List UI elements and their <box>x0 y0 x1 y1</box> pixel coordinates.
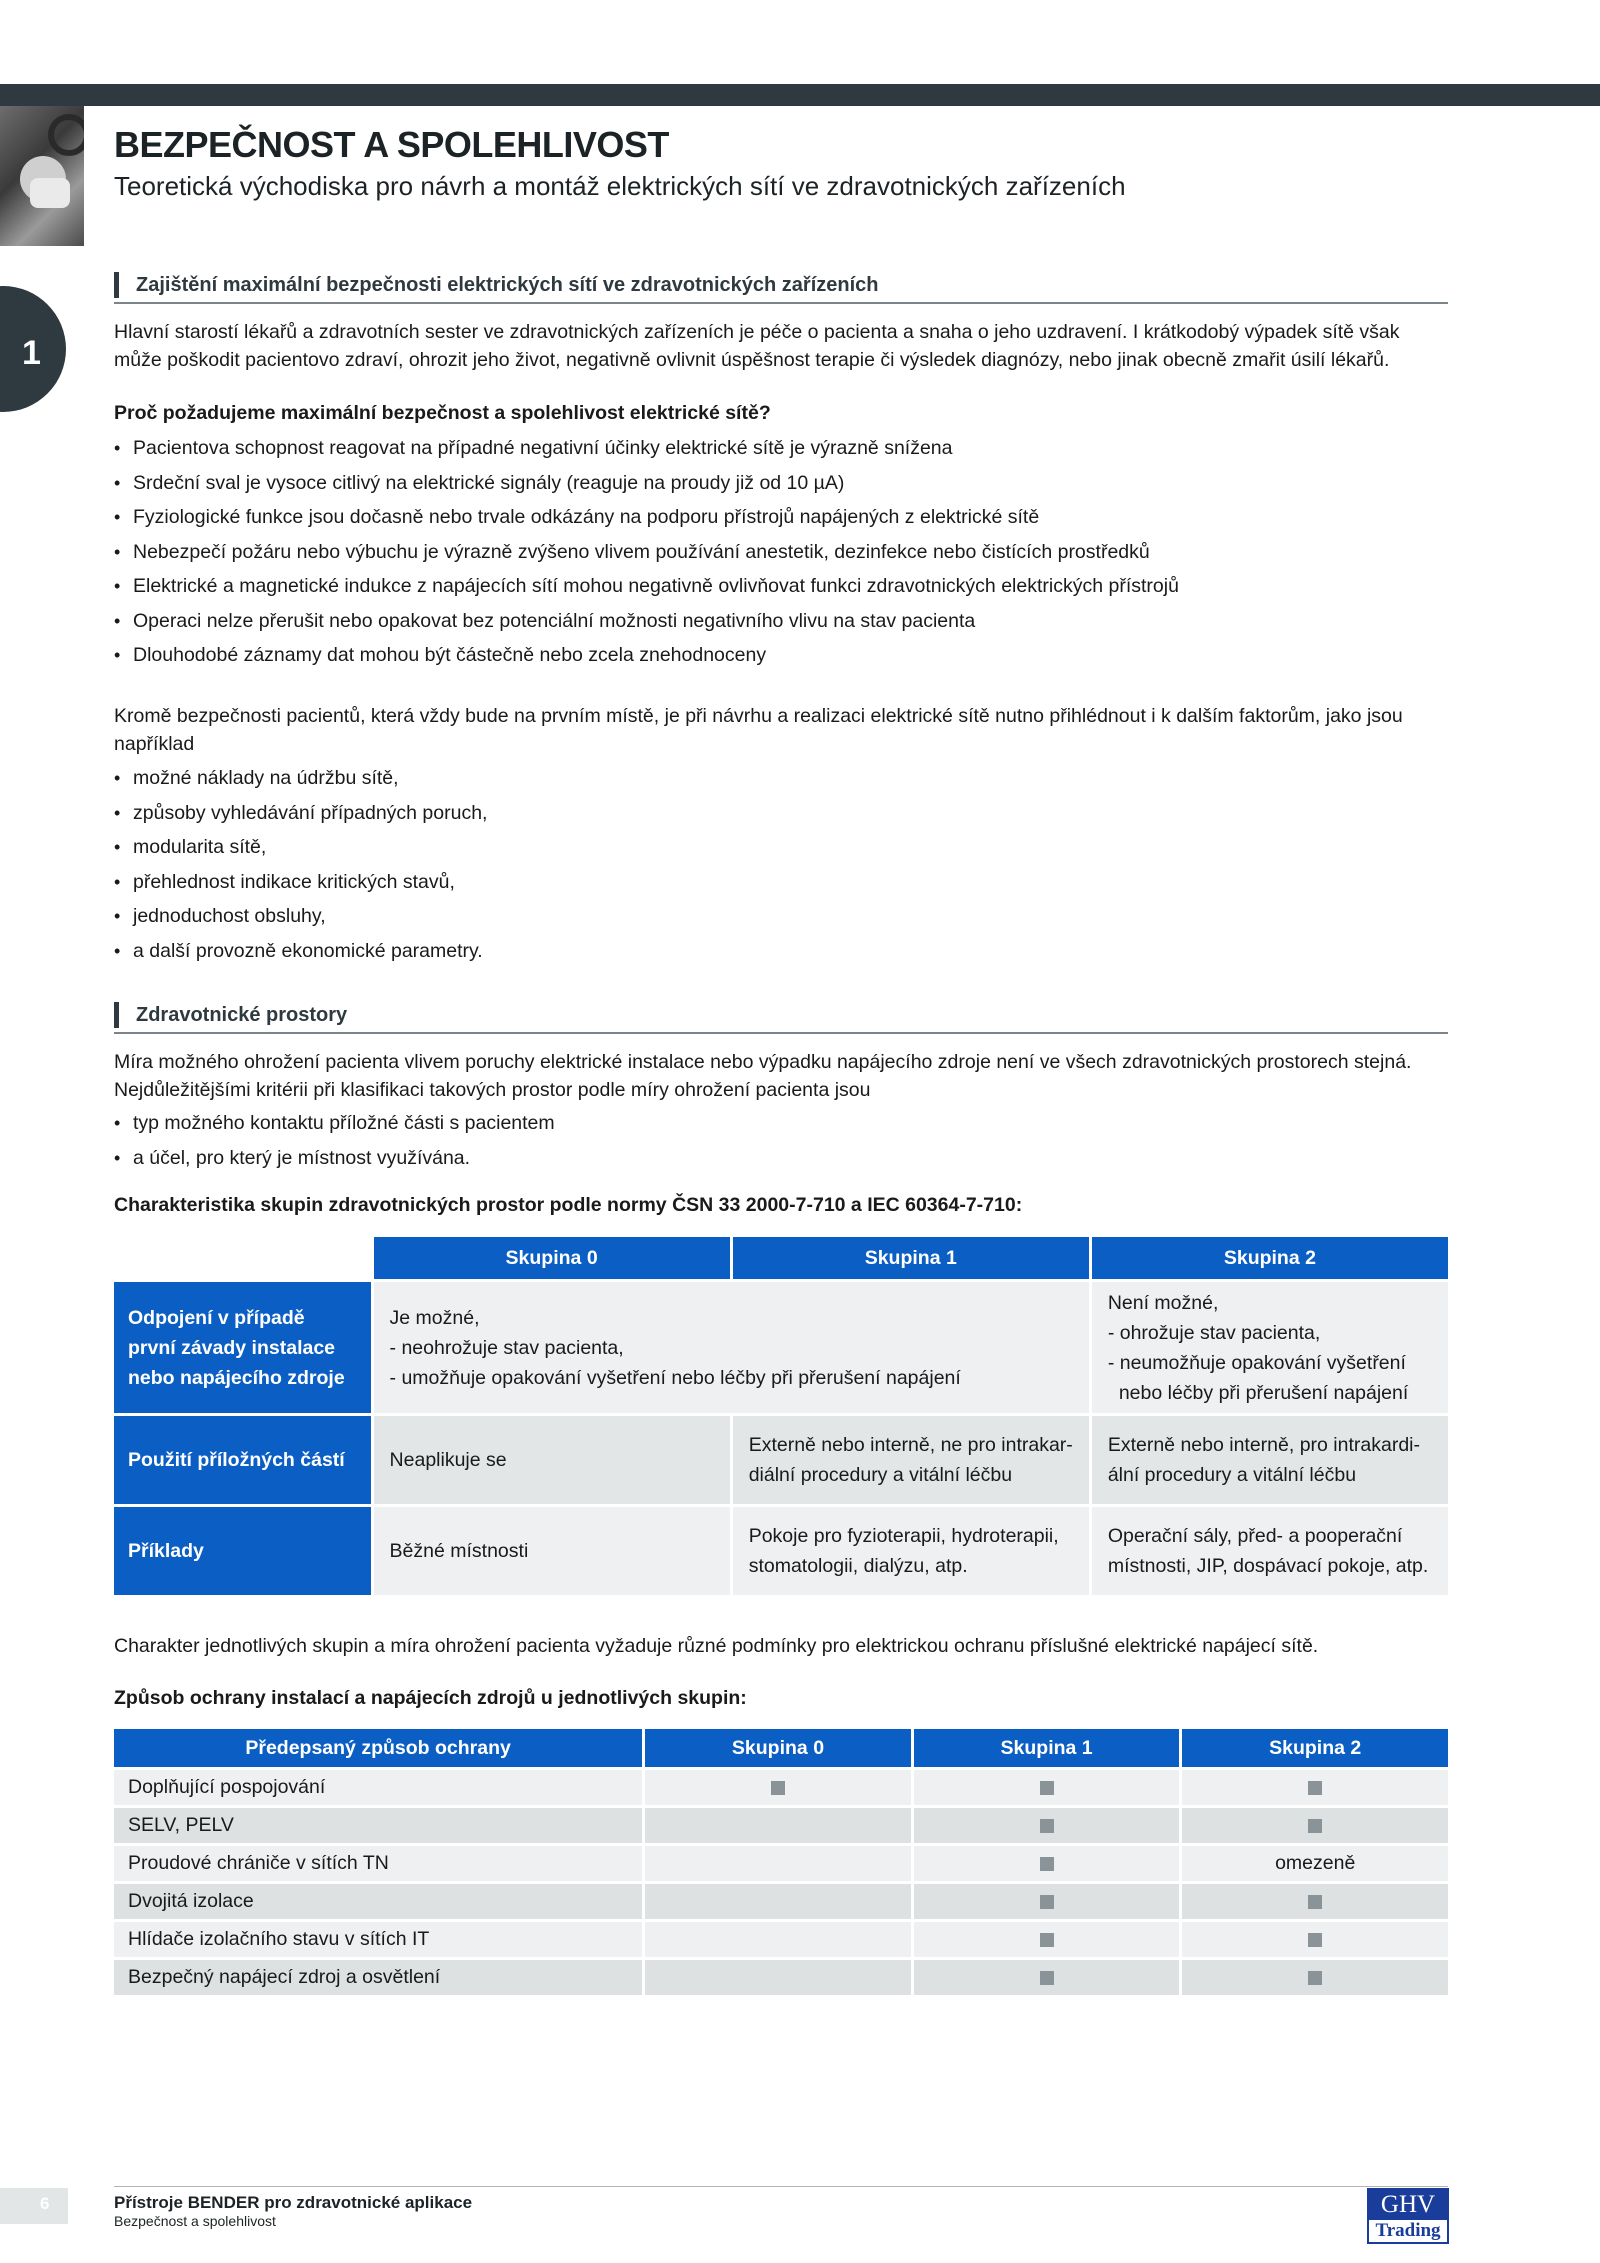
checkmark-square-icon <box>1040 1971 1054 1985</box>
factors-list <box>114 764 1448 971</box>
group-cell <box>645 1922 911 1957</box>
footer-divider <box>114 2186 1448 2187</box>
protection-label: Dvojitá izolace <box>114 1884 642 1919</box>
reasons-list <box>114 434 1448 676</box>
section-marker <box>114 272 119 298</box>
protection-table-body <box>114 1770 1448 1995</box>
checkmark-square-icon <box>1040 1781 1054 1795</box>
section-heading-safety <box>114 272 1448 304</box>
list-item: • modularita sítě, <box>114 833 1448 868</box>
logo-bottom: Trading <box>1375 2220 1441 2241</box>
group-cell <box>914 1770 1180 1805</box>
checkmark-square-icon <box>1040 1933 1054 1947</box>
protection-label: Doplňující pospojování <box>114 1770 642 1805</box>
table-header: Skupina 0 <box>645 1729 911 1767</box>
group-cell <box>645 1808 911 1843</box>
list-item: • a další provozně ekonomické parametry. <box>114 937 1448 972</box>
list-item: • jednoduchost obsluhy, <box>114 902 1448 937</box>
section-heading-text: Zdravotnické prostory <box>136 1004 348 1026</box>
list-item: • typ možného kontaktu příložné části s pacientem <box>114 1109 1448 1144</box>
list-item: • a účel, pro který je místnost využívána. <box>114 1144 1448 1179</box>
checkmark-square-icon <box>1040 1819 1054 1833</box>
table-row <box>114 1846 1448 1881</box>
footer-subtitle: Bezpečnost a spolehlivost <box>114 2213 276 2229</box>
list-item: • Srdeční sval je vysoce citlivý na elektrické signály (reaguje na proudy již od 10 µA) <box>114 469 1448 504</box>
protection-table <box>111 1726 1451 1998</box>
group-cell: omezeně <box>1182 1846 1448 1881</box>
group-cell <box>645 1846 911 1881</box>
list-item: • Fyziologické funkce jsou dočasně nebo trvale odkázány na podporu přístrojů napájených z elektrické sítě <box>114 503 1448 538</box>
row-header: Použití příložných částí <box>114 1416 371 1504</box>
table-row <box>114 1770 1448 1805</box>
cell-line: nebo léčby při přerušení napájení <box>1118 1381 1409 1404</box>
checkmark-square-icon <box>1040 1895 1054 1909</box>
list-item: • Dlouhodobé záznamy dat mohou být částečně nebo zcela znehodnoceny <box>114 641 1448 676</box>
table-header: Skupina 2 <box>1182 1729 1448 1767</box>
checkmark-square-icon <box>1040 1857 1054 1871</box>
cell-line: - neohrožuje stav pacienta, <box>389 1336 624 1359</box>
list-item: • způsoby vyhledávání případných poruch, <box>114 799 1448 834</box>
table-header: Skupina 0 <box>374 1237 730 1279</box>
protection-label: Bezpečný napájecí zdroj a osvětlení <box>114 1960 642 1995</box>
table-cell: Externě nebo interně, pro intrakardi-ální procedury a vitální léčbu <box>1092 1416 1448 1504</box>
section-heading-text: Zajištění maximální bezpečnosti elektrických sítí ve zdravotnických zařízeních <box>136 274 879 296</box>
table-row <box>114 1960 1448 1995</box>
table-cell: Pokoje pro fyzioterapii, hydroterapii, stomatologii, dialýzu, atp. <box>733 1507 1089 1595</box>
group-cell <box>645 1960 911 1995</box>
row-header: Odpojení v případě první závady instalace nebo napájecího zdroje <box>114 1282 371 1413</box>
list-item: • přehlednost indikace kritických stavů, <box>114 868 1448 903</box>
table-cell: Běžné místnosti <box>374 1507 730 1595</box>
list-item: • Pacientova schopnost reagovat na případné negativní účinky elektrické sítě je výrazně snížena <box>114 434 1448 469</box>
table-cell: Externě nebo interně, ne pro intrakar-diální procedury a vitální léčbu <box>733 1416 1089 1504</box>
list-item: • Operaci nelze přerušit nebo opakovat bez potenciální možnosti negativního vlivu na stav pacienta <box>114 607 1448 642</box>
header-photo <box>0 106 84 246</box>
section-heading-spaces <box>114 1002 1448 1034</box>
group-cell <box>1182 1808 1448 1843</box>
table-cell: Operační sály, před- a pooperační místnosti, JIP, dospávací pokoje, atp. <box>1092 1507 1448 1595</box>
table-corner <box>114 1237 371 1279</box>
table2-caption: Způsob ochrany instalací a napájecích zdrojů u jednotlivých skupin: <box>114 1687 747 1709</box>
spaces-paragraph: Míra možného ohrožení pacienta vlivem poruchy elektrické instalace nebo výpadku napájecího zdroje není ve všech zdravotnických prostorech stejná. Nejdůležitějšími kritérii při klasifikaci takových prostor podle míry ohrožení pacienta jsou <box>114 1051 1412 1101</box>
table-header: Skupina 1 <box>733 1237 1089 1279</box>
section-marker <box>114 1002 119 1028</box>
table-cell <box>1092 1282 1448 1413</box>
logo-top: GHV <box>1369 2190 1447 2220</box>
cell-line: Není možné, <box>1107 1291 1219 1314</box>
group-cell <box>1182 1884 1448 1919</box>
checkmark-square-icon <box>771 1781 785 1795</box>
group-cell <box>1182 1922 1448 1957</box>
table-cell <box>374 1282 1089 1413</box>
cell-line: - ohrožuje stav pacienta, <box>1107 1321 1321 1344</box>
table-header: Skupina 1 <box>914 1729 1180 1767</box>
checkmark-square-icon <box>1308 1933 1322 1947</box>
list-item: • možné náklady na údržbu sítě, <box>114 764 1448 799</box>
protection-label: Proudové chrániče v sítích TN <box>114 1846 642 1881</box>
cell-line: - umožňuje opakování vyšetření nebo léčby při přerušení napájení <box>389 1366 961 1389</box>
question-heading: Proč požadujeme maximální bezpečnost a spolehlivost elektrické sítě? <box>114 402 771 424</box>
checkmark-square-icon <box>1308 1781 1322 1795</box>
group-cell <box>914 1884 1180 1919</box>
ghv-trading-logo <box>1367 2188 1449 2244</box>
protection-label: SELV, PELV <box>114 1808 642 1843</box>
after-table-paragraph: Charakter jednotlivých skupin a míra ohrožení pacienta vyžaduje různé podmínky pro elektrickou ochranu příslušné elektrické napájecí sítě. <box>114 1635 1319 1657</box>
page-subtitle: Teoretická východiska pro návrh a montáž elektrických sítí ve zdravotnických zařízeních <box>114 171 1126 201</box>
group-cell <box>645 1884 911 1919</box>
table-row <box>114 1922 1448 1957</box>
group-cell <box>645 1770 911 1805</box>
row-header: Příklady <box>114 1507 371 1595</box>
page-number: 6 <box>40 2194 50 2213</box>
table1-caption: Charakteristika skupin zdravotnických prostor podle normy ČSN 33 2000-7-710 a IEC 60364-7-710: <box>114 1194 1023 1216</box>
criteria-list <box>114 1109 1448 1178</box>
checkmark-square-icon <box>1308 1895 1322 1909</box>
table-row <box>114 1884 1448 1919</box>
intro-paragraph: Hlavní starostí lékařů a zdravotních sester ve zdravotnických zařízeních je péče o pacienta a snaha o jeho uzdravení. I krátkodobý výpadek sítě však může poškodit pacientovo zdraví, ohrozit jeho život, negativně ovlivnit úspěšnost terapie či výsledek diagnózy, nebo jinak obecně zmařit úsilí lékařů. <box>114 321 1400 371</box>
checkmark-square-icon <box>1308 1819 1322 1833</box>
factors-paragraph: Kromě bezpečnosti pacientů, která vždy bude na prvním místě, je při návrhu a realizaci elektrické sítě nutno přihlédnout i k dalším faktorům, jako jsou například <box>114 705 1403 755</box>
group-cell <box>914 1922 1180 1957</box>
cell-line: Je možné, <box>389 1306 480 1329</box>
group-cell <box>914 1808 1180 1843</box>
cell-line: - neumožňuje opakování vyšetření <box>1107 1351 1406 1374</box>
table-row <box>114 1808 1448 1843</box>
protection-label: Hlídače izolačního stavu v sítích IT <box>114 1922 642 1957</box>
top-bar <box>0 84 1600 106</box>
group-cell <box>1182 1770 1448 1805</box>
list-item: • Elektrické a magnetické indukce z napájecích sítí mohou negativně ovlivňovat funkci zdravotnických elektrických přístrojů <box>114 572 1448 607</box>
page-title: BEZPEČNOST A SPOLEHLIVOST <box>114 124 669 165</box>
groups-table <box>111 1234 1451 1598</box>
chapter-number: 1 <box>22 334 41 372</box>
group-cell <box>914 1960 1180 1995</box>
page-number-box <box>0 2188 68 2224</box>
list-item: • Nebezpečí požáru nebo výbuchu je výrazně zvýšeno vlivem používání anestetik, dezinfekce nebo čistících prostředků <box>114 538 1448 573</box>
group-cell <box>914 1846 1180 1881</box>
table-header: Předepsaný způsob ochrany <box>114 1729 642 1767</box>
table-cell: Neaplikuje se <box>374 1416 730 1504</box>
footer-title: Přístroje BENDER pro zdravotnické aplikace <box>114 2193 473 2212</box>
table-header: Skupina 2 <box>1092 1237 1448 1279</box>
group-cell <box>1182 1960 1448 1995</box>
checkmark-square-icon <box>1308 1971 1322 1985</box>
